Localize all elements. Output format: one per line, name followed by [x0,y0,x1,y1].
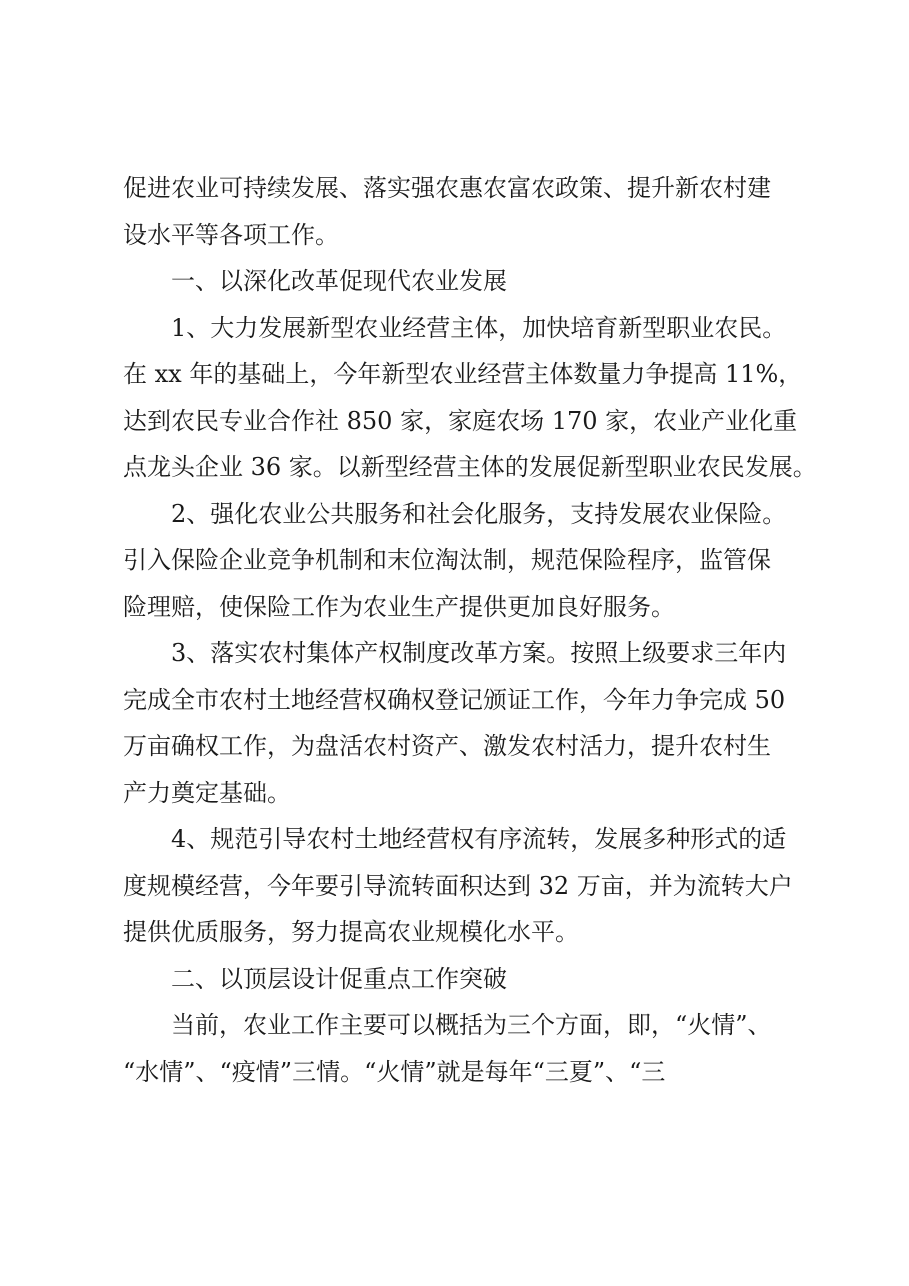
text-line: 度规模经营，今年要引导流转面积达到 32 万亩，并为流转大户 [123,871,793,900]
text-line: 提供优质服务，努力提高农业规模化水平。 [123,918,579,946]
text-line: 当前，农业工作主要可以概括为三个方面，即，“火情”、 [171,1011,772,1039]
text-line: 万亩确权工作，为盘活农村资产、激发农村活力，提升农村生 [123,732,771,760]
text-line: 促进农业可持续发展、落实强农惠农富农政策、提升新农村建 [123,174,771,202]
text-line: 在 xx 年的基础上，今年新型农业经营主体数量力争提高 11%， [123,360,803,388]
text-line: 引入保险企业竞争机制和末位淘汰制，规范保险程序，监管保 [123,546,771,574]
text-line: 产力奠定基础。 [123,778,291,807]
text-line: 点龙头企业 36 家。以新型经营主体的发展促新型职业农民发展。 [123,453,817,481]
text-line: 3、落实农村集体产权制度改革方案。按照上级要求三年内 [171,639,787,667]
text-line: 险理赔，使保险工作为农业生产提供更加良好服务。 [123,592,675,621]
text-line: “水情”、“疫情”三情。“火情”就是每年“三夏”、“三 [123,1057,666,1086]
text-line: 设水平等各项工作。 [123,220,339,249]
section-heading: 二、以顶层设计促重点工作突破 [171,964,507,993]
text-line: 1、大力发展新型农业经营主体，加快培育新型职业农民。 [171,313,787,342]
document-body [123,165,817,1095]
text-line: 4、规范引导农村土地经营权有序流转，发展多种形式的适 [171,825,787,853]
text-line: 2、强化农业公共服务和社会化服务，支持发展农业保险。 [171,499,787,528]
text-line: 达到农民专业合作社 850 家，家庭农场 170 家，农业产业化重 [123,406,798,435]
section-heading: 一、以深化改革促现代农业发展 [171,267,507,295]
text-line: 完成全市农村土地经营权确权登记颁证工作，今年力争完成 50 [123,685,786,714]
